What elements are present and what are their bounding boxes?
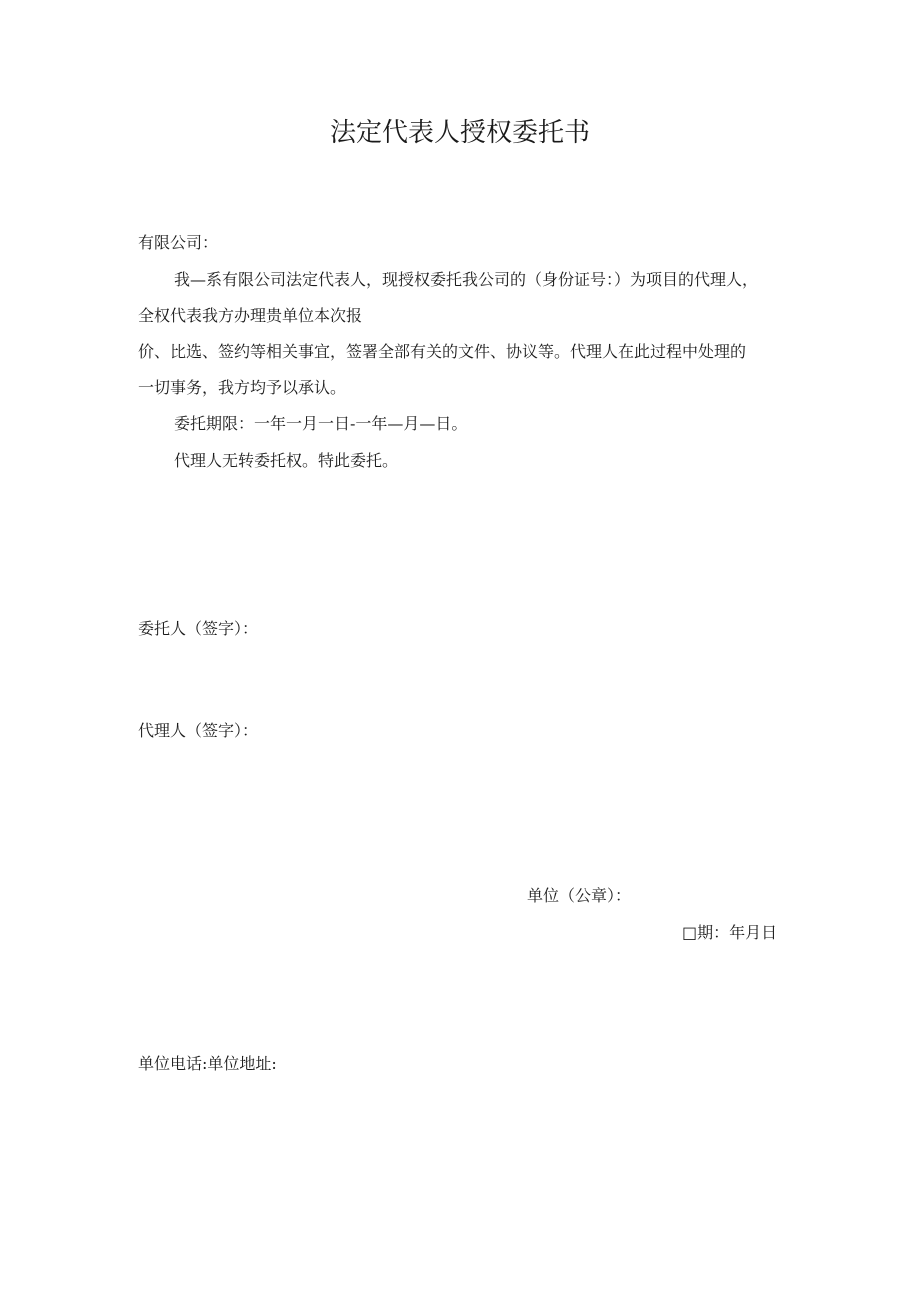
date-label: □期：年月日: [682, 923, 778, 942]
body-line-4: 一切事务，我方均予以承认。: [138, 378, 347, 397]
contact-line: 单位电话:单位地址:: [138, 1054, 277, 1073]
body-line-3: 价、比选、签约等相关事宜，签署全部有关的文件、协议等。代理人在此过程中处理的: [138, 342, 747, 361]
term-line: 委托期限：一年一月一日-一年—月—日。: [174, 414, 468, 433]
agent-signature-label: 代理人（签字）：: [138, 721, 259, 740]
unit-seal-label: 单位（公章）：: [527, 886, 632, 905]
body-line-1: 我—系有限公司法定代表人，现授权委托我公司的（身份证号：）为项目的代理人，: [174, 270, 759, 289]
document-title: 法定代表人授权委托书: [329, 118, 590, 148]
body-line-2: 全权代表我方办理贵单位本次报: [138, 306, 363, 325]
principal-signature-label: 委托人（签字）：: [138, 619, 259, 638]
no-transfer-line: 代理人无转委托权。特此委托。: [174, 451, 399, 470]
addressee-line: 有限公司：: [138, 233, 219, 252]
